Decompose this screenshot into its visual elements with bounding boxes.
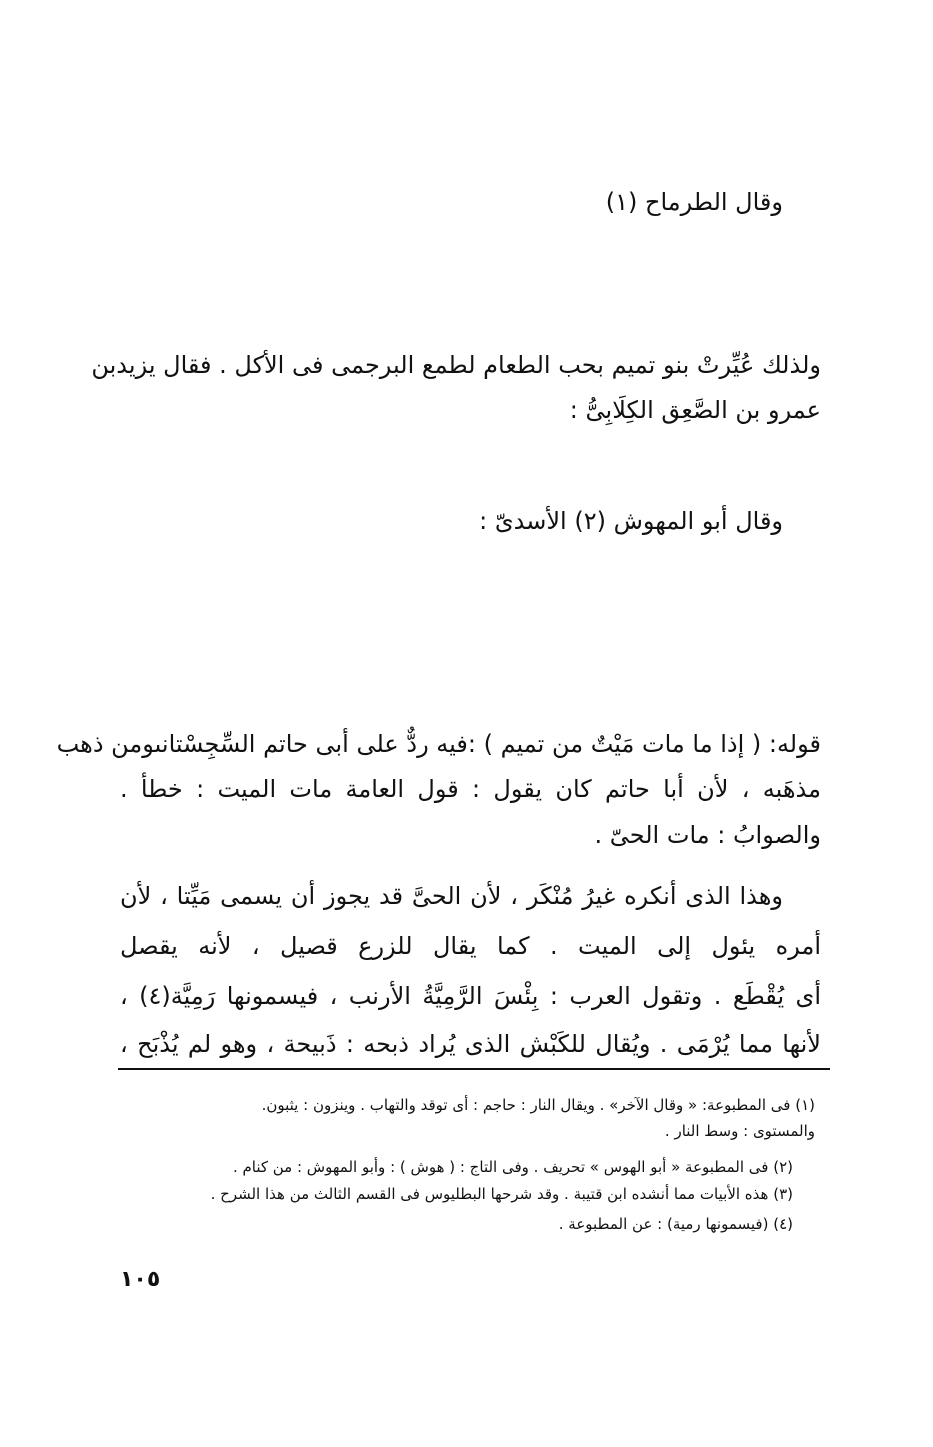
page-number: ١٠٥: [120, 1267, 161, 1292]
verse-4: [0, 560, 933, 592]
paragraph-line: ولذلك عُيِّرتْ بنو تميم بحب الطعام لطمع البرجمى فى الأكل . فقال يزيدبن: [91, 351, 821, 379]
footnote-1: (١) فى المطبوعة: « وقال الآخر» . ويقال النار : حاجم : أى توقد والتهاب . وينزون : يثبون.: [261, 1096, 815, 1114]
paragraph-line: والصوابُ : مات الحىّ .: [594, 821, 821, 849]
footnote-3: (٣) هذه الأبيات مما أنشده ابن قتيبة . وقد شرحها البطليوس فى القسم الثالث من هذا الشرح .: [210, 1185, 793, 1203]
paragraph-line: مذهَبه ، لأن أبا حاتم كان يقول : قول العامة مات الميت : خطأ .: [120, 775, 821, 803]
paragraph-line: وهذا الذى أنكره غيرُ مُنْكَر ، لأن الحىَّ قد يجوز أن يسمى مَيِّتا ، لأن: [120, 882, 783, 910]
verse-6: [0, 667, 933, 699]
verse-5: [0, 617, 933, 649]
poet-intro-tirimmah: وقال الطرماح (١): [605, 188, 783, 216]
paragraph-line: قوله: ( إذا ما مات مَيْتٌ من تميم ) :فيه ردٌّ على أبى حاتم السِّجِسْتانىومن ذهب: [56, 730, 821, 758]
verse-1: [0, 245, 933, 277]
verse-3: [0, 452, 933, 484]
paragraph-line: لأنها مما يُرْمَى . ويُقال للكَبْش الذى يُراد ذبحه : ذَبيحة ، وهو لم يُذْبَح ،: [120, 1030, 821, 1058]
footnote-4: (٤) (فيسمونها رمية) : عن المطبوعة .: [558, 1215, 793, 1233]
footnote-1-continued: والمستوى : وسط النار .: [664, 1122, 815, 1140]
paragraph-line: أمره يئول إلى الميت . كما يقال للزرع قصيل ، لأنه يقصل: [120, 932, 821, 960]
paragraph-line: أى يُقْطَع . وتقول العرب : بِئْسَ الرَّمِيَّةُ الأرنب ، فيسمونها رَمِيَّة(٤) ،: [120, 982, 821, 1010]
poet-intro-abu-muhawwish: وقال أبو المهوش (٢) الأسدىّ :: [479, 507, 783, 535]
verse-2: [0, 301, 933, 333]
footnote-2: (٢) فى المطبوعة « أبو الهوس » تحريف . وفى التاج : ( هوش ) : وأبو المهوش : من كنام .: [232, 1158, 793, 1176]
paragraph-line: عمرو بن الصَّعِق الكِلَابِىُّ :: [569, 396, 821, 424]
footnote-divider: [118, 1068, 830, 1070]
